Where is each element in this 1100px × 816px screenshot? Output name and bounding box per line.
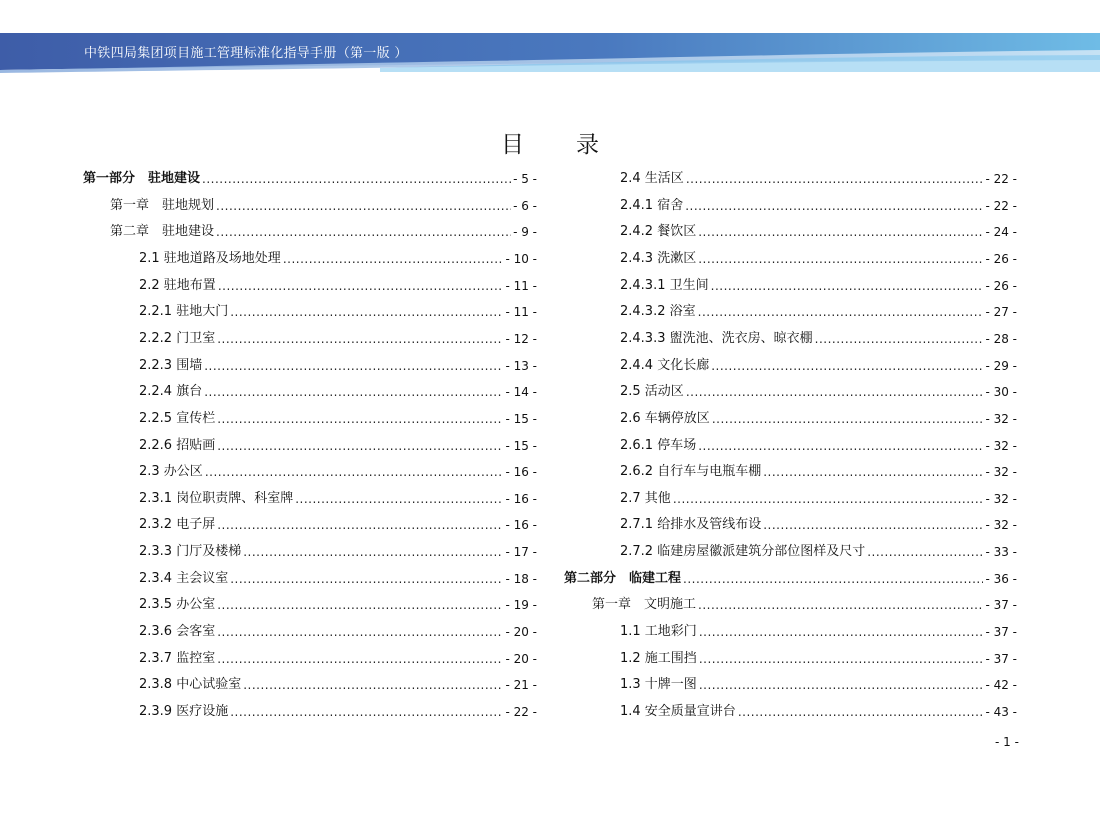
toc-entry[interactable] (139, 507, 537, 533)
toc-entry-label: 2.3.6 会客室 (139, 624, 216, 640)
toc-entry[interactable] (139, 321, 537, 347)
dot-leader (711, 278, 984, 294)
toc-entry[interactable] (139, 534, 537, 560)
toc-entry-page: - 32 - (985, 411, 1017, 426)
toc-entry-label: 2.3.1 岗位职责牌、科室牌 (139, 490, 294, 506)
toc-entry[interactable] (620, 507, 1017, 533)
toc-entry-label: 2.3 办公区 (139, 464, 203, 480)
toc-entry[interactable] (564, 561, 1017, 587)
toc-entry-page: - 20 - (505, 651, 537, 666)
toc-entry[interactable] (620, 214, 1017, 240)
toc-entry-page: - 32 - (985, 491, 1017, 506)
toc-entry-page: - 37 - (985, 598, 1017, 613)
toc-entry[interactable] (620, 454, 1017, 480)
toc-entry[interactable] (139, 241, 537, 267)
toc-entry-label: 2.3.5 办公室 (139, 597, 216, 613)
toc-entry-page: - 22 - (985, 198, 1017, 213)
dot-leader (217, 624, 503, 640)
toc-entry[interactable] (620, 401, 1017, 427)
dot-leader (295, 491, 503, 507)
dot-leader (204, 358, 503, 374)
toc-entry-label: 2.3.7 监控室 (139, 650, 216, 666)
toc-entry[interactable] (620, 321, 1017, 347)
toc-entry-page: - 11 - (505, 305, 537, 320)
toc-entry-page: - 32 - (985, 465, 1017, 480)
toc-entry[interactable] (620, 188, 1017, 214)
header-banner (0, 0, 1100, 80)
dot-leader (698, 251, 983, 267)
dot-leader (243, 544, 503, 560)
dot-leader (698, 597, 983, 613)
toc-entry[interactable] (620, 268, 1017, 294)
toc-entry-label: 1.1 工地彩门 (620, 624, 697, 640)
dot-leader (217, 651, 503, 667)
toc-entry[interactable] (110, 214, 537, 240)
dot-leader (230, 704, 503, 720)
toc-entry-label: 2.3.8 中心试验室 (139, 677, 242, 693)
toc-entry-page: - 10 - (505, 251, 537, 266)
toc-entry-page: - 37 - (985, 651, 1017, 666)
toc-entry[interactable] (620, 294, 1017, 320)
toc-entry-label: 第一章 驻地规划 (110, 197, 215, 213)
toc-entry-page: - 16 - (505, 491, 537, 506)
toc-entry-page: - 16 - (505, 465, 537, 480)
toc-entry[interactable] (139, 667, 537, 693)
toc-entry-page: - 17 - (505, 545, 537, 560)
dot-leader (283, 251, 504, 267)
toc-entry-page: - 14 - (505, 385, 537, 400)
toc-entry-page: - 15 - (505, 411, 537, 426)
toc-entry[interactable] (620, 641, 1017, 667)
dot-leader (204, 384, 503, 400)
toc-entry-page: - 9 - (513, 225, 537, 240)
toc-entry[interactable] (83, 161, 537, 187)
dot-leader (673, 491, 984, 507)
dot-leader (815, 331, 984, 347)
toc-entry-label: 2.2.2 门卫室 (139, 330, 216, 346)
toc-entry-page: - 36 - (985, 571, 1017, 586)
toc-entry-label: 2.2.3 围墙 (139, 357, 203, 373)
dot-leader (699, 651, 984, 667)
dot-leader (763, 517, 983, 533)
toc-entry-page: - 22 - (985, 172, 1017, 186)
dot-leader (699, 624, 984, 640)
toc-entry-label: 2.4.2 餐饮区 (620, 224, 697, 240)
toc-entry-label: 2.7 其他 (620, 490, 671, 506)
toc-entry-page: - 26 - (985, 251, 1017, 266)
toc-entry[interactable] (620, 348, 1017, 374)
toc-entry-page: - 15 - (505, 438, 537, 453)
toc-entry-page: - 19 - (505, 598, 537, 613)
toc-entry-page: - 33 - (985, 545, 1017, 560)
dot-leader (217, 597, 503, 613)
toc-entry-page: - 42 - (985, 678, 1017, 693)
toc-entry[interactable] (620, 614, 1017, 640)
toc-entry-label: 2.6 车辆停放区 (620, 410, 710, 426)
toc-entry-page: - 13 - (505, 358, 537, 373)
toc-entry-label: 2.7.2 临建房屋徽派建筑分部位图样及尺寸 (620, 544, 866, 560)
dot-leader (230, 304, 503, 320)
dot-leader (698, 224, 983, 240)
dot-leader (202, 171, 511, 187)
toc-entry-label: 2.4 生活区 (620, 171, 684, 186)
toc-entry[interactable] (620, 481, 1017, 507)
dot-leader (217, 411, 503, 427)
toc-entry-label: 2.4.3.2 浴室 (620, 304, 696, 320)
dot-leader (763, 464, 983, 480)
toc-entry-label: 第一部分 驻地建设 (83, 171, 201, 186)
toc-entry-label: 2.4.3.1 卫生间 (620, 277, 709, 293)
dot-leader (217, 438, 503, 454)
toc-entry-page: - 12 - (505, 331, 537, 346)
toc-entry-label: 2.2.6 招贴画 (139, 437, 216, 453)
dot-leader (711, 358, 983, 374)
toc-heading: 目录 (501, 132, 651, 158)
toc-entry[interactable] (139, 481, 537, 507)
dot-leader (867, 544, 983, 560)
toc-entry-page: - 16 - (505, 518, 537, 533)
toc-entry[interactable] (139, 454, 537, 480)
toc-entry[interactable] (620, 694, 1017, 720)
toc-entry-label: 2.6.1 停车场 (620, 437, 697, 453)
toc-entry[interactable] (139, 561, 537, 587)
toc-entry-page: - 37 - (985, 625, 1017, 640)
toc-entry-page: - 27 - (985, 305, 1017, 320)
toc-entry[interactable] (620, 428, 1017, 454)
toc-entry-page: - 18 - (505, 571, 537, 586)
toc-entry-label: 2.4.1 宿舍 (620, 197, 684, 213)
toc-entry[interactable] (620, 161, 1017, 187)
toc-entry-label: 2.2.4 旗台 (139, 384, 203, 400)
dot-leader (698, 304, 984, 320)
toc-entry-label: 第一章 文明施工 (592, 597, 697, 613)
toc-entry-label: 2.3.4 主会议室 (139, 570, 229, 586)
dot-leader (205, 464, 504, 480)
dot-leader (686, 384, 984, 400)
toc-entry-page: - 30 - (985, 385, 1017, 400)
dot-leader (243, 677, 503, 693)
toc-entry[interactable] (620, 667, 1017, 693)
dot-leader (217, 331, 503, 347)
toc-entry-page: - 32 - (985, 438, 1017, 453)
dot-leader (686, 171, 984, 187)
toc-entry-page: - 43 - (985, 705, 1017, 719)
toc-entry[interactable] (620, 534, 1017, 560)
toc-entry-label: 第二章 驻地建设 (110, 224, 215, 240)
toc-entry-label: 2.5 活动区 (620, 384, 684, 400)
toc-entry-page: - 29 - (985, 358, 1017, 373)
toc-entry-label: 2.3.2 电子屏 (139, 517, 216, 533)
toc-entry-page: - 11 - (505, 278, 537, 293)
toc-entry-page: - 32 - (985, 518, 1017, 533)
toc-entry-page: - 20 - (505, 625, 537, 640)
toc-entry-page: - 24 - (985, 225, 1017, 240)
toc-entry-page: - 5 - (513, 172, 537, 186)
toc-entry[interactable] (139, 614, 537, 640)
toc-entry-label: 2.4.3.3 盥洗池、洗衣房、晾衣棚 (620, 330, 813, 346)
toc-entry-label: 1.2 施工围挡 (620, 650, 697, 666)
dot-leader (216, 198, 511, 214)
dot-leader (683, 571, 983, 587)
dot-leader (698, 438, 983, 454)
toc-entry-page: - 6 - (513, 198, 537, 213)
toc-entry[interactable] (139, 401, 537, 427)
toc-entry-label: 2.3.9 医疗设施 (139, 704, 229, 719)
toc-entry[interactable] (139, 587, 537, 613)
document-title: 中铁四局集团项目施工管理标准化指导手册（第一版 ） (84, 46, 408, 61)
toc-entry[interactable] (139, 374, 537, 400)
toc-entry[interactable] (139, 348, 537, 374)
toc-entry[interactable] (620, 241, 1017, 267)
toc-entry[interactable] (139, 694, 537, 720)
dot-leader (712, 411, 984, 427)
page-number: - 1 - (995, 735, 1019, 749)
toc-entry-label: 2.6.2 自行车与电瓶车棚 (620, 464, 762, 480)
dot-leader (230, 571, 503, 587)
toc-entry-label: 2.7.1 给排水及管线布设 (620, 517, 762, 533)
toc-entry-label: 2.4.3 洗漱区 (620, 250, 697, 266)
toc-entry-page: - 26 - (985, 278, 1017, 293)
toc-entry-page: - 22 - (505, 705, 537, 719)
toc-entry[interactable] (139, 641, 537, 667)
dot-leader (685, 198, 983, 214)
dot-leader (738, 704, 984, 720)
toc-entry-label: 1.3 十牌一图 (620, 677, 697, 693)
toc-entry-label: 2.1 驻地道路及场地处理 (139, 250, 281, 266)
toc-entry-label: 2.2.5 宣传栏 (139, 410, 216, 426)
toc-entry-label: 2.3.3 门厅及楼梯 (139, 544, 242, 560)
banner-graphic (0, 0, 1100, 80)
toc-entry-page: - 21 - (505, 678, 537, 693)
toc-entry-label: 2.4.4 文化长廊 (620, 357, 710, 373)
toc-entry-page: - 28 - (985, 331, 1017, 346)
toc-entry[interactable] (620, 374, 1017, 400)
toc-entry[interactable] (139, 294, 537, 320)
toc-entry-label: 1.4 安全质量宣讲台 (620, 704, 736, 719)
toc-entry[interactable] (592, 587, 1017, 613)
toc-entry[interactable] (110, 188, 537, 214)
dot-leader (699, 677, 984, 693)
dot-leader (218, 278, 504, 294)
dot-leader (216, 224, 511, 240)
toc-entry-label: 2.2 驻地布置 (139, 277, 216, 293)
toc-entry[interactable] (139, 268, 537, 294)
toc-entry-label: 第二部分 临建工程 (564, 570, 682, 586)
dot-leader (217, 517, 503, 533)
toc-entry[interactable] (139, 428, 537, 454)
toc-entry-label: 2.2.1 驻地大门 (139, 304, 229, 320)
